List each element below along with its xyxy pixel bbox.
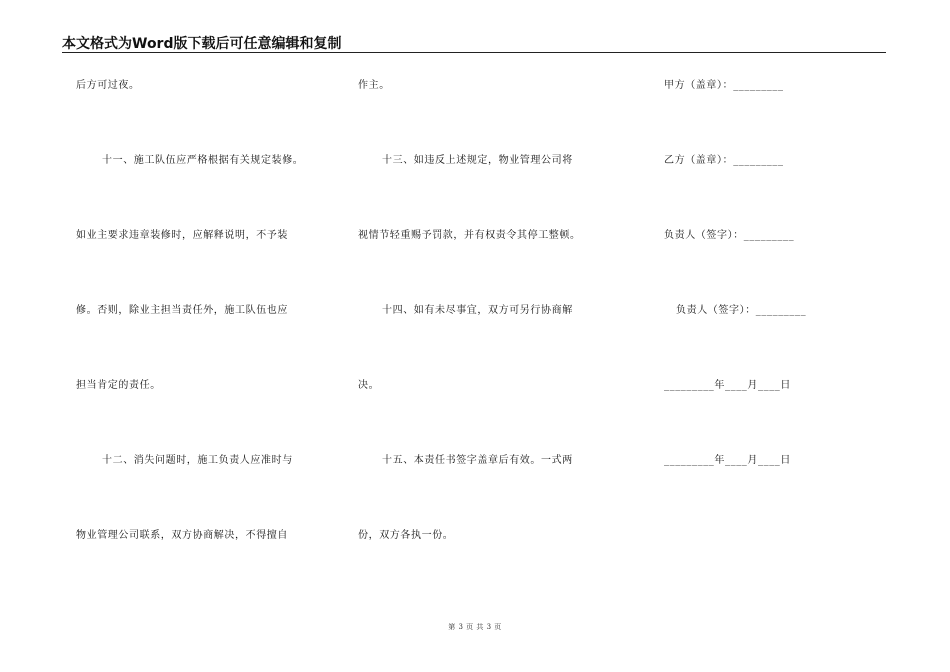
- left-text-line-5: 担当肯定的责任。: [76, 380, 161, 391]
- page-number-footer: 第 3 页 共 3 页: [448, 623, 502, 631]
- middle-text-line-4: 十四、如有未尽事宜，双方可另行协商解: [382, 305, 573, 316]
- middle-text-line-1: 作主。: [358, 80, 390, 91]
- middle-text-line-5: 决。: [358, 380, 380, 391]
- responsible-person-signature-line-2: 负责人（签字）：_________: [676, 305, 807, 316]
- left-text-line-2: 十一、施工队伍应严格根据有关规定装修。: [102, 155, 304, 166]
- middle-text-line-7: 份，双方各执一份。: [358, 530, 454, 541]
- party-a-seal-line: 甲方（盖章）：_________: [664, 80, 784, 91]
- document-header-title: 本文格式为Word版下载后可任意编辑和复制: [62, 36, 342, 52]
- middle-text-line-6: 十五、本责任书签字盖章后有效。一式两: [382, 455, 573, 466]
- header-divider: [62, 52, 886, 53]
- party-b-seal-line: 乙方（盖章）：_________: [664, 155, 784, 166]
- date-line-2: _________年____月____日: [664, 455, 791, 466]
- left-text-line-7: 物业管理公司联系，双方协商解决，不得擅自: [76, 530, 288, 541]
- left-text-line-3: 如业主要求违章装修时，应解释说明，不予装: [76, 230, 288, 241]
- left-text-line-4: 修。否则，除业主担当责任外，施工队伍也应: [76, 305, 288, 316]
- middle-text-line-2: 十三、如违反上述规定，物业管理公司将: [382, 155, 573, 166]
- left-text-line-1: 后方可过夜。: [76, 80, 140, 91]
- date-line-1: _________年____月____日: [664, 380, 791, 391]
- responsible-person-signature-line-1: 负责人（签字）：_________: [664, 230, 795, 241]
- left-text-line-6: 十二、消失问题时，施工负责人应准时与: [102, 455, 293, 466]
- middle-text-line-3: 视情节轻重赐予罚款，并有权责令其停工整顿。: [358, 230, 581, 241]
